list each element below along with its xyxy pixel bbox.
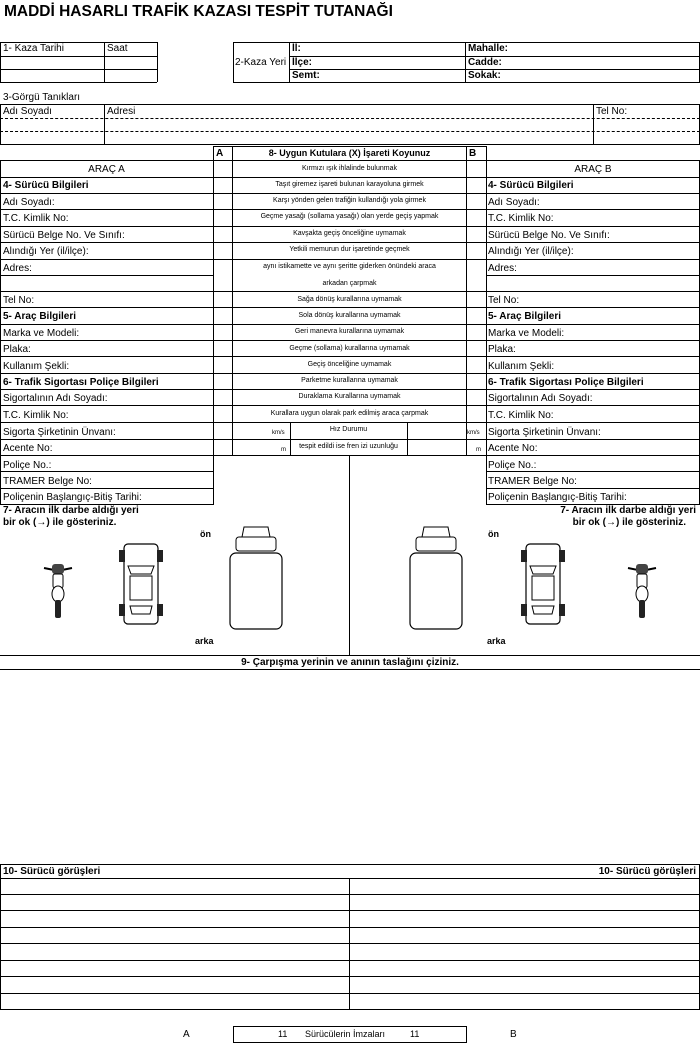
district-label: İlçe: bbox=[292, 57, 313, 68]
impact-title-a-line1: 7- Aracın ilk darbe aldığı yeri bbox=[3, 505, 139, 516]
quarter-label: Mahalle: bbox=[468, 43, 509, 54]
insured-name-b: Sigortalının Adı Soyadı: bbox=[488, 393, 593, 404]
insured-tc-a: T.C. Kimlik No: bbox=[3, 410, 69, 421]
rule-item: Geri manevra kurallarına uymamak bbox=[294, 328, 405, 335]
location-label: 2-Kaza Yeri bbox=[235, 57, 287, 68]
date-field[interactable] bbox=[1, 57, 103, 68]
witness-address-header: Adresi bbox=[107, 106, 136, 117]
front-label-a: ön bbox=[200, 529, 211, 539]
car-top-view-icon bbox=[118, 542, 164, 626]
opinions-field-b[interactable] bbox=[351, 880, 697, 1008]
rule-item: Geçiş önceliğine uymamak bbox=[307, 361, 392, 368]
policy-dates-a: Poliçenin Başlangıç-Bitiş Tarihi: bbox=[3, 492, 142, 503]
rule-item: Geçme yasağı (sollama yasağı) olan yerde geçiş yapmak bbox=[260, 213, 439, 220]
motorcycle-icon bbox=[624, 560, 660, 620]
driver-address-a: Adres: bbox=[3, 263, 32, 274]
policy-a: Poliçe No.: bbox=[3, 460, 52, 471]
rule-item: Geçme (sollama) kurallarına uymamak bbox=[289, 345, 410, 352]
rule-item: Duraklama Kurallarına uymamak bbox=[298, 393, 401, 400]
license-place-a: Alındığı Yer (il/ilçe): bbox=[3, 246, 89, 257]
date-label: 1- Kaza Tarihi bbox=[3, 43, 64, 54]
motorcycle-icon bbox=[40, 560, 76, 620]
rule-item: Parketme kurallarına uymamak bbox=[301, 377, 398, 384]
car-top-view-icon bbox=[520, 542, 566, 626]
tramer-a: TRAMER Belge No: bbox=[3, 476, 92, 487]
insurance-title-b: 6- Trafik Sigortası Poliçe Bilgileri bbox=[488, 377, 644, 388]
truck-icon bbox=[408, 523, 464, 631]
signature-b-label: B bbox=[510, 1029, 517, 1040]
opinions-title-b: 10- Sürücü görüşleri bbox=[598, 866, 696, 877]
rule-item: Kırmızı ışık ihlalinde bulunmak bbox=[302, 165, 397, 172]
policy-dates-b: Poliçenin Başlangıç-Bitiş Tarihi: bbox=[488, 492, 627, 503]
driver-info-title-a: 4- Sürücü Bilgileri bbox=[3, 180, 89, 191]
rule-item: Kavşakta geçiş önceliğine uymamak bbox=[293, 230, 406, 237]
agency-b: Acente No: bbox=[488, 443, 538, 454]
sketch-title: 9- Çarpışma yerinin ve anının taslağını çiziniz. bbox=[241, 657, 459, 668]
witness-phone-header: Tel No: bbox=[596, 106, 628, 117]
signatures-title: Sürücülerin İmzaları bbox=[305, 1029, 386, 1039]
province-label: İl: bbox=[292, 43, 301, 54]
impact-title-b-line2: bir ok (→) ile gösteriniz. bbox=[572, 517, 686, 528]
page-title: MADDİ HASARLI TRAFİK KAZASI TESPİT TUTANAĞI bbox=[4, 3, 393, 20]
driver-name-a: Adı Soyadı: bbox=[3, 197, 55, 208]
driver-info-title-b: 4- Sürücü Bilgileri bbox=[488, 180, 574, 191]
driver-tc-b: T.C. Kimlik No: bbox=[488, 213, 554, 224]
rule-item: Karşı yönden gelen trafiğin kullandığı yola girmek bbox=[273, 197, 426, 204]
vehicle-info-title-a: 5- Araç Bilgileri bbox=[3, 311, 76, 322]
rule-item: aynı istikamette ve aynı şeritte giderken önündeki araca bbox=[263, 263, 436, 270]
street-label: Sokak: bbox=[468, 70, 501, 81]
brake-unit-b: m bbox=[476, 447, 481, 453]
driver-tel-b: Tel No: bbox=[488, 295, 520, 306]
opinions-title-a: 10- Sürücü görüşleri bbox=[3, 866, 101, 877]
speed-label: Hız Durumu bbox=[329, 426, 368, 433]
time-field[interactable] bbox=[105, 57, 156, 68]
driver-tc-a: T.C. Kimlik No: bbox=[3, 213, 69, 224]
neighborhood-label: Semt: bbox=[292, 70, 320, 81]
vehicle-info-title-b: 5- Araç Bilgileri bbox=[488, 311, 561, 322]
witness-title: 3-Görgü Tanıkları bbox=[3, 92, 81, 103]
tramer-b: TRAMER Belge No: bbox=[488, 476, 577, 487]
truck-icon bbox=[228, 523, 284, 631]
checkbox-a[interactable] bbox=[214, 161, 231, 176]
signature-a-label: A bbox=[183, 1029, 190, 1040]
rule-item: Sola dönüş kurallarına uymamak bbox=[298, 312, 401, 319]
plate-a: Plaka: bbox=[3, 344, 31, 355]
rule-item: Taşıt giremez işareti bulunan karayoluna girmek bbox=[275, 181, 424, 188]
driver-name-b: Adı Soyadı: bbox=[488, 197, 540, 208]
speed-unit-a: km/s bbox=[272, 430, 285, 436]
vehicle-a-title: ARAÇ A bbox=[88, 164, 125, 175]
impact-title-b-line1: 7- Aracın ilk darbe aldığı yeri bbox=[560, 505, 696, 516]
insured-name-a: Sigortalının Adı Soyadı: bbox=[3, 393, 108, 404]
rule-item: Sağa dönüş kurallarına uymamak bbox=[297, 296, 402, 303]
signature-number-right: 11 bbox=[410, 1029, 420, 1039]
driver-license-b: Sürücü Belge No. Ve Sınıfı: bbox=[488, 230, 610, 241]
speed-unit-b: km/s bbox=[467, 430, 480, 436]
rule-item: Kurallara uygun olarak park edilmiş araca çarpmak bbox=[270, 410, 429, 417]
opinions-field-a[interactable] bbox=[2, 880, 348, 1008]
insured-tc-b: T.C. Kimlik No: bbox=[488, 410, 554, 421]
section8-title: 8- Uygun Kutulara (X) İşareti Koyunuz bbox=[268, 148, 431, 158]
agency-a: Acente No: bbox=[3, 443, 53, 454]
impact-title-a-line2: bir ok (→) ile gösteriniz. bbox=[3, 517, 117, 528]
brake-label: tespit edildi ise fren izi uzunluğu bbox=[299, 443, 398, 450]
driver-tel-a: Tel No: bbox=[3, 295, 35, 306]
back-label-a: arka bbox=[195, 636, 214, 646]
col-a-mark: A bbox=[216, 148, 224, 159]
usage-b: Kullanım Şekli: bbox=[488, 361, 555, 372]
rule-item: Yetkili memurun dur işaretinde geçmek bbox=[289, 246, 410, 253]
brand-b: Marka ve Modeli: bbox=[488, 328, 565, 339]
insurance-title-a: 6- Trafik Sigortası Poliçe Bilgileri bbox=[3, 377, 159, 388]
checkbox-b[interactable] bbox=[467, 161, 485, 176]
back-label-b: arka bbox=[487, 636, 506, 646]
col-b-mark: B bbox=[469, 148, 477, 159]
insurer-a: Sigorta Şirketinin Ünvanı: bbox=[3, 427, 116, 438]
signature-number-left: 11 bbox=[278, 1029, 288, 1039]
policy-b: Poliçe No.: bbox=[488, 460, 537, 471]
usage-a: Kullanım Şekli: bbox=[3, 361, 70, 372]
license-place-b: Alındığı Yer (il/ilçe): bbox=[488, 246, 574, 257]
driver-license-a: Sürücü Belge No. Ve Sınıfı: bbox=[3, 230, 125, 241]
brand-a: Marka ve Modeli: bbox=[3, 328, 80, 339]
driver-address-b: Adres: bbox=[488, 263, 517, 274]
plate-b: Plaka: bbox=[488, 344, 516, 355]
sketch-area[interactable] bbox=[2, 671, 698, 861]
front-label-b: ön bbox=[488, 529, 499, 539]
witness-name-header: Adı Soyadı bbox=[3, 106, 52, 117]
rule-item: arkadan çarpmak bbox=[322, 280, 377, 287]
brake-unit-a: m bbox=[281, 447, 286, 453]
insurer-b: Sigorta Şirketinin Ünvanı: bbox=[488, 427, 601, 438]
time-label: Saat bbox=[107, 43, 128, 54]
vehicle-b-title: ARAÇ B bbox=[574, 164, 612, 175]
avenue-label: Cadde: bbox=[468, 57, 502, 68]
